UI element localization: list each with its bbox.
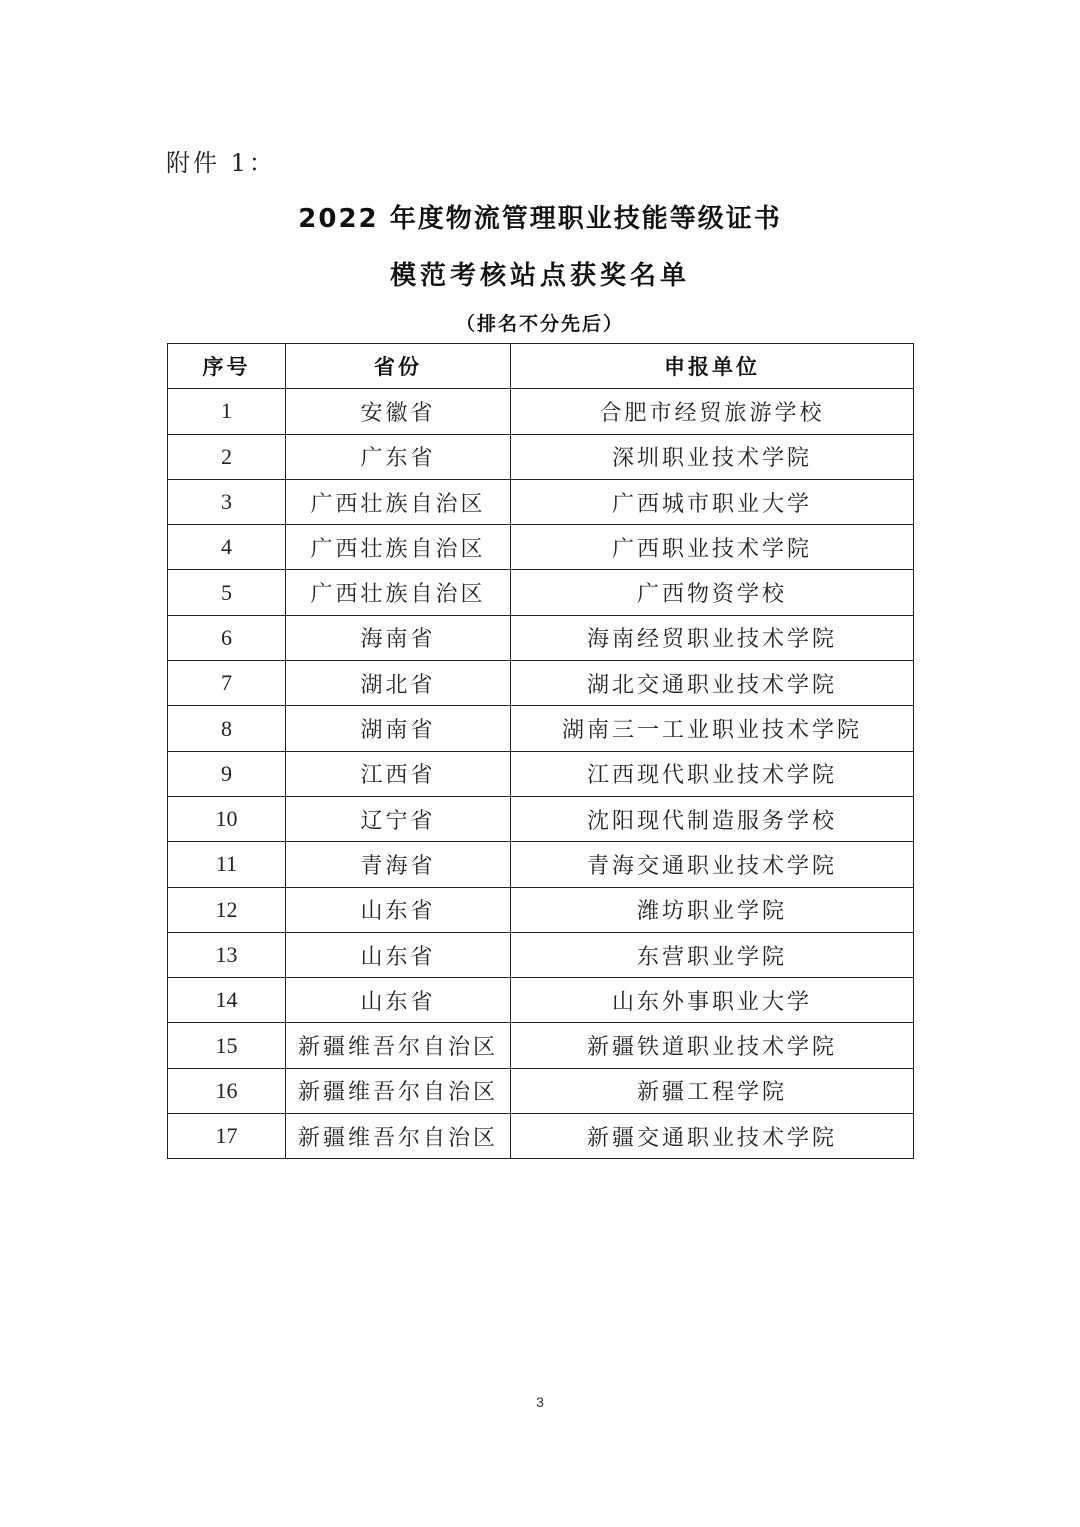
document-title-line2: 模范考核站点获奖名单 — [389, 261, 690, 291]
cell-serial-number: 14 — [168, 978, 286, 1023]
cell-province: 安徽省 — [286, 389, 511, 434]
table-row — [168, 570, 914, 615]
cell-province: 辽宁省 — [286, 796, 511, 841]
table-row — [168, 842, 914, 887]
attachment-label: 附件 1： — [166, 149, 276, 177]
table-row — [168, 389, 914, 434]
cell-province: 湖南省 — [286, 706, 511, 751]
cell-unit: 湖北交通职业技术学院 — [511, 661, 914, 706]
cell-province: 青海省 — [286, 842, 511, 887]
table-row — [168, 1068, 914, 1113]
cell-province: 广西壮族自治区 — [286, 570, 511, 615]
cell-serial-number: 7 — [168, 661, 286, 706]
table-row — [168, 887, 914, 932]
table-row — [168, 751, 914, 796]
cell-unit: 江西现代职业技术学院 — [511, 751, 914, 796]
cell-province: 新疆维吾尔自治区 — [286, 1023, 511, 1068]
table-row — [168, 615, 914, 660]
award-table — [167, 343, 914, 1159]
cell-unit: 新疆铁道职业技术学院 — [511, 1023, 914, 1068]
cell-province: 江西省 — [286, 751, 511, 796]
cell-province: 新疆维吾尔自治区 — [286, 1068, 511, 1113]
cell-serial-number: 2 — [168, 434, 286, 479]
table-row — [168, 932, 914, 977]
cell-unit: 广西物资学校 — [511, 570, 914, 615]
cell-unit: 广西职业技术学院 — [511, 525, 914, 570]
cell-serial-number: 13 — [168, 932, 286, 977]
page-number: 3 — [536, 1394, 544, 1410]
cell-province: 山东省 — [286, 887, 511, 932]
cell-unit: 沈阳现代制造服务学校 — [511, 796, 914, 841]
cell-unit: 新疆交通职业技术学院 — [511, 1114, 914, 1159]
cell-serial-number: 15 — [168, 1023, 286, 1068]
cell-serial-number: 1 — [168, 389, 286, 434]
document-title: 2022 年度物流管理职业技能等级证书 — [298, 204, 782, 234]
cell-unit: 广西城市职业大学 — [511, 479, 914, 524]
cell-serial-number: 3 — [168, 479, 286, 524]
table-header-row — [168, 344, 914, 389]
table-row — [168, 434, 914, 479]
cell-unit: 新疆工程学院 — [511, 1068, 914, 1113]
cell-province: 广东省 — [286, 434, 511, 479]
cell-unit: 深圳职业技术学院 — [511, 434, 914, 479]
cell-province: 海南省 — [286, 615, 511, 660]
cell-province: 新疆维吾尔自治区 — [286, 1114, 511, 1159]
document-subtitle: （排名不分先后） — [455, 313, 624, 335]
table-row — [168, 661, 914, 706]
table-row — [168, 978, 914, 1023]
cell-serial-number: 12 — [168, 887, 286, 932]
header-unit: 申报单位 — [511, 344, 914, 389]
cell-unit: 东营职业学院 — [511, 932, 914, 977]
cell-serial-number: 16 — [168, 1068, 286, 1113]
cell-province: 山东省 — [286, 978, 511, 1023]
cell-unit: 湖南三一工业职业技术学院 — [511, 706, 914, 751]
cell-serial-number: 17 — [168, 1114, 286, 1159]
cell-serial-number: 6 — [168, 615, 286, 660]
cell-serial-number: 11 — [168, 842, 286, 887]
cell-unit: 潍坊职业学院 — [511, 887, 914, 932]
table-row — [168, 1114, 914, 1159]
table-row — [168, 479, 914, 524]
cell-province: 山东省 — [286, 932, 511, 977]
cell-province: 广西壮族自治区 — [286, 525, 511, 570]
cell-unit: 山东外事职业大学 — [511, 978, 914, 1023]
cell-serial-number: 8 — [168, 706, 286, 751]
table-row — [168, 1023, 914, 1068]
cell-province: 广西壮族自治区 — [286, 479, 511, 524]
cell-unit: 合肥市经贸旅游学校 — [511, 389, 914, 434]
cell-serial-number: 5 — [168, 570, 286, 615]
cell-serial-number: 4 — [168, 525, 286, 570]
cell-province: 湖北省 — [286, 661, 511, 706]
header-province: 省份 — [286, 344, 511, 389]
cell-unit: 青海交通职业技术学院 — [511, 842, 914, 887]
table-row — [168, 706, 914, 751]
table-row — [168, 796, 914, 841]
cell-serial-number: 10 — [168, 796, 286, 841]
header-serial-number: 序号 — [168, 344, 286, 389]
table-row — [168, 525, 914, 570]
cell-unit: 海南经贸职业技术学院 — [511, 615, 914, 660]
cell-serial-number: 9 — [168, 751, 286, 796]
